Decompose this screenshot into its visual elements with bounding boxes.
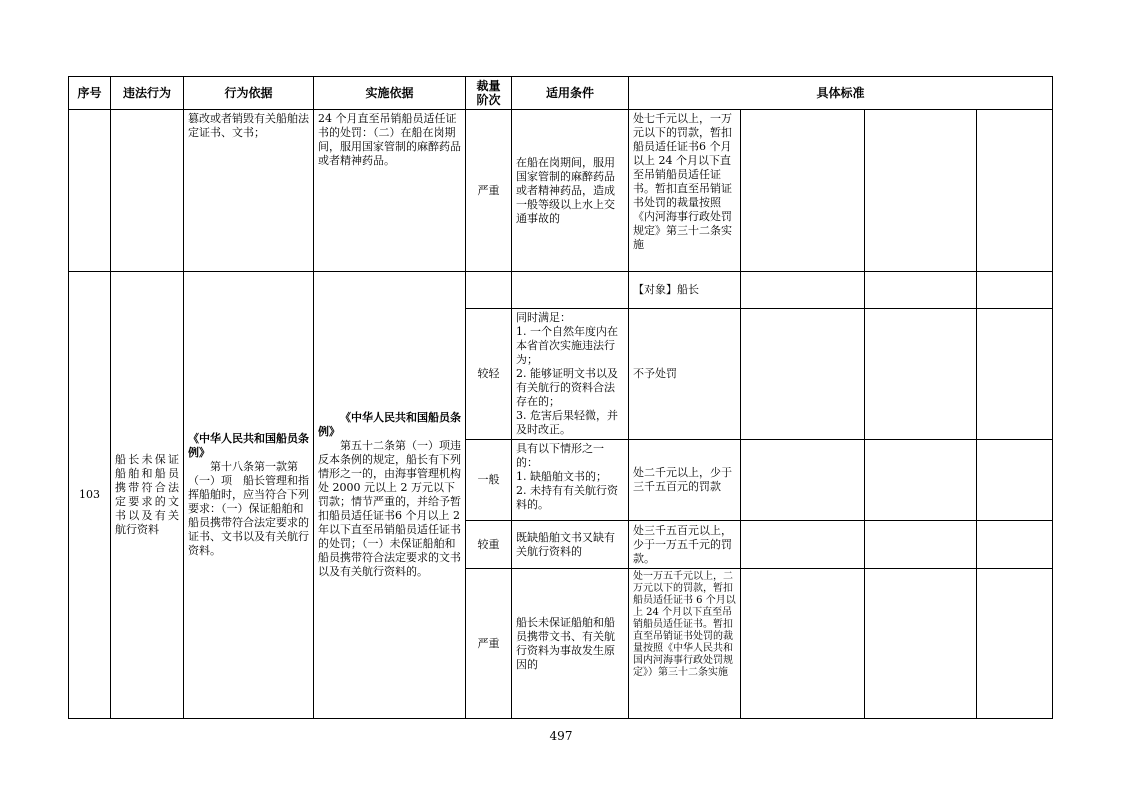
cell-level: 较重 (466, 521, 512, 569)
behavior-basis-body: 第十八条第一款第（一）项 船长管理和指挥船舶时，应当符合下列要求：（一）保证船舶和船员携带符合法定要求的证书、文书以及有关航行资料。 (188, 460, 309, 557)
cell-empty (977, 440, 1053, 521)
cell-empty (865, 309, 977, 440)
cell-condition: 具有以下情形之一的： 1. 缺船舶文书的； 2. 未持有有关航行资料的。 (512, 440, 629, 521)
cell-condition: 船长未保证船舶和船员携带文书、有关航行资料为事故发生原因的 (512, 569, 629, 719)
cell-level: 严重 (466, 569, 512, 719)
header-implementation-basis: 实施依据 (314, 77, 466, 110)
cell-standard: 不予处罚 (629, 309, 741, 440)
cell-empty (69, 110, 111, 272)
cell-condition: 在船在岗期间，服用国家管制的麻醉药品或者精神药品，造成一般等级以上水上交通事故的 (512, 110, 629, 272)
cell-serial-number: 103 (69, 272, 111, 719)
page-number: 497 (549, 729, 573, 743)
cell-level: 一般 (466, 440, 512, 521)
cell-empty (741, 309, 865, 440)
table-header-row (69, 77, 1053, 110)
cell-empty (741, 110, 865, 272)
cell-standard: 处一万五千元以上，二万元以下的罚款，暂扣船员适任证书 6 个月以上 24 个月以下直至吊销船员适任证书。暂扣直至吊销证书处罚的裁量按照《中华人民共和国内河海事行政处罚规定》）第三十二条实施 (629, 569, 741, 719)
cell-implementation-basis: 24 个月直至吊销船员适任证书的处罚：（二）在船在岗期间，服用国家管制的麻醉药品或者精神药品。 (314, 110, 466, 272)
cell-empty (977, 569, 1053, 719)
cell-behavior-basis: 篡改或者销毁有关船舶法定证书、文书； (184, 110, 314, 272)
cell-empty (741, 569, 865, 719)
cell-behavior-basis (184, 272, 314, 719)
cell-condition: 既缺船舶文书又缺有关航行资料的 (512, 521, 629, 569)
header-serial: 序号 (69, 77, 111, 110)
cell-level: 较轻 (466, 309, 512, 440)
header-specific-standard: 具体标准 (629, 77, 1053, 110)
cell-level: 严重 (466, 110, 512, 272)
cell-empty (977, 110, 1053, 272)
header-applicable-condition: 适用条件 (512, 77, 629, 110)
header-violation: 违法行为 (111, 77, 184, 110)
cell-empty (512, 272, 629, 309)
implementation-basis-body: 第五十二条第（一）项违反本条例的规定，船长有下列情形之一的，由海事管理机构处 2000 元以上 2 万元以下罚款；情节严重的，并给予暂扣船员适任证书6 个月以上 2 年以下直至吊销船员适任证书的处罚；（一）未保证船舶和船员携带符合法定要求的文书以及有关航行资料的。 (318, 439, 461, 578)
cell-empty (865, 110, 977, 272)
cell-empty (865, 569, 977, 719)
table-row-continued (69, 110, 1053, 272)
penalty-standard-table (68, 76, 1053, 719)
cell-standard: 处三千五百元以上，少于一万五千元的罚款。 (629, 521, 741, 569)
cell-implementation-basis (314, 272, 466, 719)
cell-empty (741, 440, 865, 521)
cell-empty (977, 309, 1053, 440)
cell-target: 【对象】船长 (629, 272, 741, 309)
cell-empty (466, 272, 512, 309)
cell-empty (865, 440, 977, 521)
cell-empty (977, 272, 1053, 309)
cell-condition: 同时满足： 1. 一个自然年度内在本省首次实施违法行为； 2. 能够证明文书以及有关航行的资料合法存在的； 3. 危害后果轻微，并及时改正。 (512, 309, 629, 440)
cell-standard: 处七千元以上，一万元以下的罚款，暂扣船员适任证书6 个月以上 24 个月以下直至吊销船员适任证书。暂扣直至吊销证书处罚的裁量按照《内河海事行政处罚规定》第三十二条实施 (629, 110, 741, 272)
header-discretion-level: 裁量 阶次 (466, 77, 512, 110)
behavior-basis-title: 《中华人民共和国船员条例》 (188, 432, 309, 459)
cell-empty (741, 521, 865, 569)
cell-empty (865, 272, 977, 309)
cell-empty (977, 521, 1053, 569)
cell-violation: 船长未保证船舶和船员携带符合法定要求的文书以及有关航行资料 (111, 272, 184, 719)
cell-empty (865, 521, 977, 569)
cell-standard: 处二千元以上，少于三千五百元的罚款 (629, 440, 741, 521)
header-behavior-basis: 行为依据 (184, 77, 314, 110)
implementation-basis-title: 《中华人民共和国船员条例》 (318, 411, 461, 438)
table-row-103-target (69, 272, 1053, 309)
cell-empty (111, 110, 184, 272)
cell-empty (741, 272, 865, 309)
